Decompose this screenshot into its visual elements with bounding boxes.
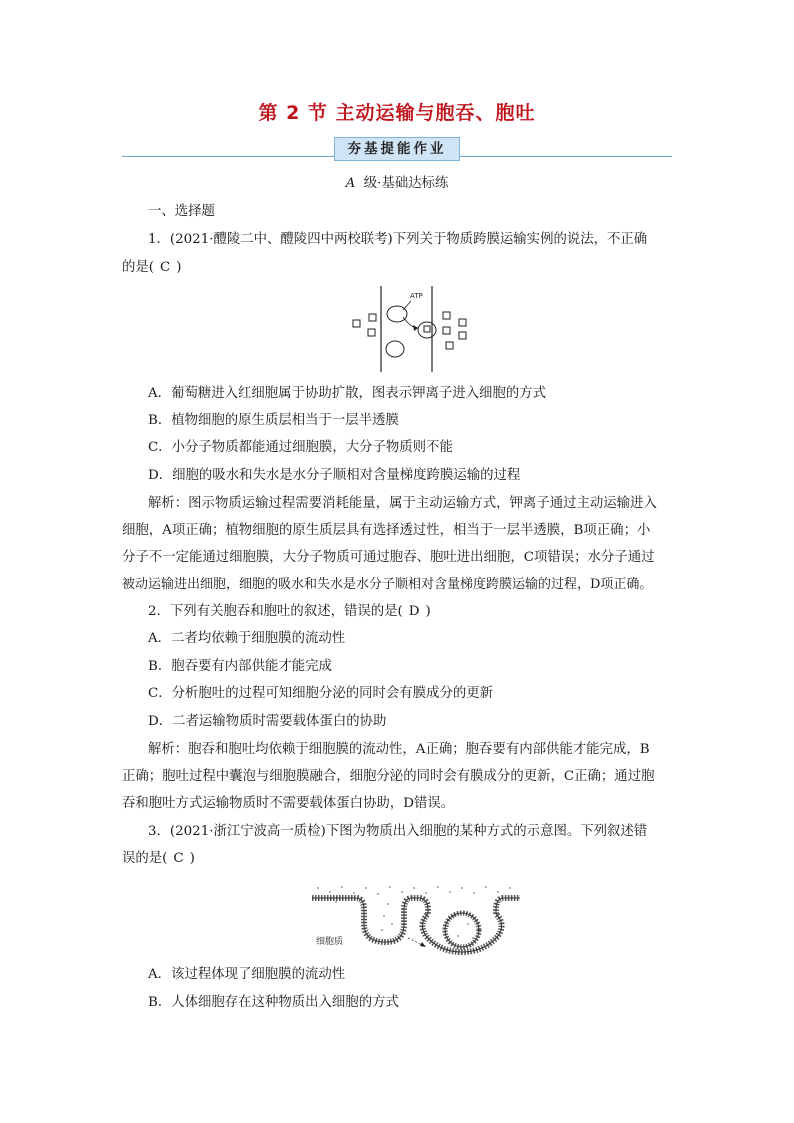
q3-stem-text: 误的是( (122, 851, 168, 866)
q1-option-d: D．细胞的吸水和失水是水分子顺相对含量梯度跨膜运输的过程 (148, 468, 521, 483)
q2-option-d: D．二者运输物质时需要载体蛋白的协助 (148, 714, 387, 729)
q1-atp-label: ATP (410, 292, 423, 300)
q3-stem-line2 (122, 850, 195, 868)
q1-stem-close: ) (176, 260, 182, 275)
section-heading: 一、选择题 (148, 204, 215, 219)
q1-analysis-line2: 细胞，A项正确；植物细胞的原生质层具有选择透过性，相当于一层半透膜，B项正确；小 (122, 523, 651, 538)
q2-stem-text: 2．下列有关胞吞和胞吐的叙述，错误的是( (148, 604, 403, 619)
q1-analysis-line4: 被动运输进出细胞，细胞的吸水和失水是水分子顺相对含量梯度跨膜运输的过程，D项正确。 (122, 577, 653, 592)
q1-stem-line2 (122, 259, 182, 277)
q3-stem-close: ) (189, 851, 195, 866)
level-text: 级·基础达标练 (363, 176, 449, 191)
q1-answer: C (160, 260, 171, 275)
q1-stem-text: 的是( (122, 260, 155, 275)
q1-analysis-line3: 分子不一定能通过细胞膜，大分子物质可通过胞吞、胞吐进出细胞，C项错误；水分子通过 (122, 550, 655, 565)
q3-stem-line1: 3．(2021·浙江宁波高一质检)下图为物质出入细胞的某种方式的示意图。下列叙述错 (148, 824, 648, 839)
q3-option-a: A．该过程体现了细胞膜的流动性 (148, 967, 346, 982)
q2-option-b: B．胞吞要有内部供能才能完成 (148, 659, 332, 674)
level-letter: A (345, 176, 356, 191)
q2-answer: D (408, 604, 420, 619)
q3-cytoplasm-label: 细胞质 (316, 937, 344, 947)
q3-option-b: B．人体细胞存在这种物质出入细胞的方式 (148, 995, 399, 1010)
q2-analysis-line1: 解析：胞吞和胞吐均依赖于细胞膜的流动性，A正确；胞吞要有内部供能才能完成，B (148, 742, 650, 757)
level-heading (0, 175, 794, 193)
q1-option-b: B．植物细胞的原生质层相当于一层半透膜 (148, 413, 399, 428)
q2-stem (148, 603, 431, 621)
q2-stem-close: ) (425, 604, 431, 619)
q2-option-c: C．分析胞吐的过程可知细胞分泌的同时会有膜成分的更新 (148, 686, 494, 701)
page-title: 第 2 节 主动运输与胞吞、胞吐 (258, 102, 536, 124)
q2-analysis-line3: 吞和胞吐方式运输物质时不需要载体蛋白协助，D错误。 (122, 796, 455, 811)
q1-active-transport-figure (345, 284, 475, 374)
q2-analysis-line2: 正确；胞吐过程中囊泡与细胞膜融合，细胞分泌的同时会有膜成分的更新，C正确；通过胞 (122, 769, 655, 784)
q1-stem-line1: 1．(2021·醴陵二中、醴陵四中两校联考)下列关于物质跨膜运输实例的说法，不正确 (148, 232, 648, 247)
q2-option-a: A．二者均依赖于细胞膜的流动性 (148, 631, 346, 646)
q1-option-a: A．葡萄糖进入红细胞属于协助扩散，图表示钾离子进入细胞的方式 (148, 386, 546, 401)
q3-endocytosis-figure (308, 880, 524, 958)
section-banner: 夯基提能作业 (334, 137, 460, 161)
q3-answer: C (173, 851, 184, 866)
q1-option-c: C．小分子物质都能通过细胞膜，大分子物质则不能 (148, 440, 453, 455)
q1-analysis-line1: 解析：图示物质运输过程需要消耗能量，属于主动运输方式，钾离子通过主动运输进入 (148, 496, 657, 511)
